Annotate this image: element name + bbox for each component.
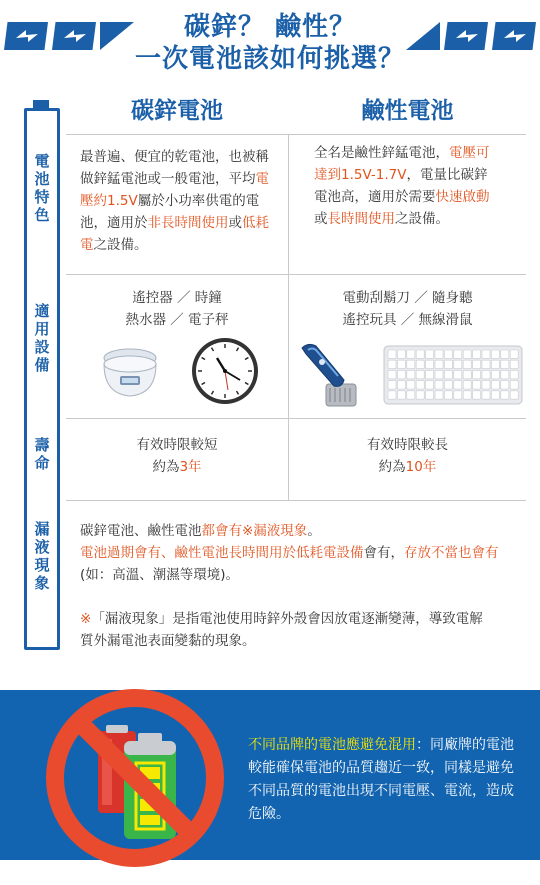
text: 「漏液現象」是指電池使用時鋅外殼會因放電逐漸變薄，導致電解質外漏電池表面變黏的現象。: [80, 611, 483, 649]
keyboard-key: [454, 391, 462, 399]
keyboard-key: [463, 360, 471, 368]
keyboard-key: [463, 391, 471, 399]
keyboard-key: [473, 350, 481, 358]
highlight: 快速啟動: [435, 189, 490, 205]
keyboard-key: [454, 381, 462, 389]
usage-carbon-zinc: [66, 287, 288, 331]
text: 。: [307, 523, 321, 539]
voltage-highlight: 電壓約1.5V: [80, 171, 269, 209]
banner-highlight: 不同品牌的電池應避免混用: [248, 737, 416, 753]
text: 全名是鹼性鋅錳電池，: [314, 145, 449, 161]
divider: [66, 500, 526, 501]
divider: [66, 134, 526, 135]
keyboard-key: [426, 381, 434, 389]
keyboard-key: [491, 360, 499, 368]
usage-alkaline: [289, 287, 526, 331]
divider: [66, 274, 526, 275]
usage-line: 電動刮鬍刀 ／ 隨身聽: [342, 290, 473, 306]
keyboard-key: [463, 370, 471, 378]
keyboard-key: [407, 350, 415, 358]
keyboard-key: [463, 381, 471, 389]
text: ，電量比碳鋅電池高，適用於需要: [314, 167, 488, 205]
keyboard-key: [444, 370, 452, 378]
electric-shaver-image: [298, 340, 374, 410]
keyboard-key: [510, 360, 518, 368]
highlight: 鹼性電池長時間用於低耗電設備: [174, 545, 364, 561]
keyboard-key: [416, 391, 424, 399]
keyboard-key: [388, 381, 396, 389]
usage-line: 熱水器 ／ 電子秤: [125, 312, 229, 328]
keyboard-key: [501, 381, 509, 389]
keyboard-key: [510, 350, 518, 358]
row-label-lifespan: 壽命: [34, 436, 50, 472]
note-mark: ※: [80, 611, 92, 627]
keyboard-key: [416, 370, 424, 378]
keyboard-key: [416, 381, 424, 389]
keyboard-key: [407, 360, 415, 368]
keyboard-key: [388, 391, 396, 399]
keyboard-key: [473, 391, 481, 399]
keyboard-key: [435, 381, 443, 389]
text: 碳鋅電池、鹼性電池: [80, 523, 202, 539]
no-mixing-batteries-icon: [40, 683, 230, 873]
keyboard-key: [482, 350, 490, 358]
keyboard-key: [444, 350, 452, 358]
lifespan-alkaline: [289, 434, 526, 478]
keyboard-key: [501, 350, 509, 358]
voltage-highlight: 電壓可達到1.5V-1.7V: [314, 145, 490, 183]
keyboard-key: [482, 360, 490, 368]
keyboard-key: [416, 350, 424, 358]
keyboard-image: [383, 345, 523, 405]
features-carbon-zinc: [80, 146, 276, 256]
leakage-note: [80, 608, 490, 652]
highlight: 非長時間使用: [147, 215, 229, 231]
lifespan-value-line: [289, 456, 526, 478]
keyboard-key: [426, 370, 434, 378]
keyboard-key: [463, 350, 471, 358]
keyboard-key: [510, 370, 518, 378]
keyboard-key: [407, 391, 415, 399]
row-label-leakage: 漏液現象: [34, 520, 50, 592]
text: 最普遍、便宜的乾電池，也被稱做鋅錳電池或一般電池，平均: [80, 149, 269, 187]
keyboard-key: [444, 360, 452, 368]
keyboard-key: [426, 360, 434, 368]
banner-text: [248, 734, 516, 826]
keyboard-key: [444, 391, 452, 399]
keyboard-key: [426, 350, 434, 358]
keyboard-key: [510, 381, 518, 389]
highlight: 低耗電: [80, 215, 269, 253]
title-line-2: 一次電池該如何挑選？: [134, 44, 405, 74]
title-line-1: 碳鋅？ 鹼性？: [183, 12, 357, 42]
lifespan-value-line: [66, 456, 288, 478]
highlight: 長時間使用: [327, 211, 395, 227]
keyboard-key: [435, 391, 443, 399]
column-header-alkaline: 鹼性電池: [361, 98, 454, 124]
column-header-carbon-zinc: 碳鋅電池: [131, 98, 223, 124]
keyboard-key: [454, 360, 462, 368]
keyboard-key: [435, 370, 443, 378]
keyboard-key: [454, 370, 462, 378]
text: 或: [228, 215, 242, 231]
text: 約為: [378, 459, 406, 475]
keyboard-key: [397, 381, 405, 389]
keyboard-key: [473, 360, 481, 368]
text: 約為: [152, 459, 180, 475]
keyboard-key: [435, 360, 443, 368]
keyboard-key: [397, 391, 405, 399]
lifespan-line: 有效時限較長: [367, 437, 448, 453]
keyboard-key: [444, 381, 452, 389]
lifespan-value: 3年: [179, 459, 202, 475]
keyboard-key: [397, 350, 405, 358]
keyboard-key: [482, 391, 490, 399]
keyboard-key: [388, 360, 396, 368]
text: 會有，: [363, 545, 404, 561]
keyboard-key: [482, 381, 490, 389]
keyboard-key: [473, 381, 481, 389]
row-label-features: 電池特色: [34, 152, 50, 224]
row-label-usage: 適用設備: [34, 302, 50, 374]
wall-clock-image: [190, 336, 260, 406]
keyboard-key: [482, 370, 490, 378]
keyboard-key: [416, 360, 424, 368]
keyboard-key: [473, 370, 481, 378]
text: 或: [314, 211, 328, 227]
keyboard-key: [388, 350, 396, 358]
electronic-scale-image: [98, 342, 162, 400]
keyboard-key: [397, 360, 405, 368]
header: [0, 0, 540, 80]
text: (如：高溫、潮濕等環境)。: [80, 567, 240, 583]
keyboard-key: [388, 370, 396, 378]
lifespan-carbon-zinc: [66, 434, 288, 478]
keyboard-key: [501, 391, 509, 399]
text: 之設備。: [93, 237, 148, 253]
keyboard-key: [426, 391, 434, 399]
lifespan-value: 10年: [405, 459, 437, 475]
highlight: 電池過期會有、: [80, 545, 175, 561]
keyboard-key: [491, 391, 499, 399]
leakage-description: [80, 520, 500, 586]
text: ：同廠牌的電池較能確保電池的品質趨近一致，同樣是避免不同品質的電池出現不同電壓、電流，造成危險。: [248, 737, 514, 822]
keyboard-key: [407, 381, 415, 389]
usage-line: 遙控玩具 ／ 無線滑鼠: [342, 312, 473, 328]
keyboard-key: [491, 381, 499, 389]
usage-line: 遙控器 ／ 時鐘: [132, 290, 222, 306]
highlight: 都會有※漏液現象: [201, 523, 308, 539]
divider: [66, 418, 526, 419]
keyboard-key: [501, 360, 509, 368]
text: 之設備。: [395, 211, 449, 227]
keyboard-key: [491, 350, 499, 358]
highlight: 存放不當也會有: [404, 545, 499, 561]
lifespan-line: 有效時限較短: [136, 437, 218, 453]
keyboard-key: [397, 370, 405, 378]
battery-cap: [33, 100, 49, 108]
keyboard-key: [510, 391, 518, 399]
features-alkaline: [314, 142, 494, 230]
keyboard-key: [435, 350, 443, 358]
keyboard-key: [491, 370, 499, 378]
keyboard-key: [407, 370, 415, 378]
text: 屬於小功率供電的電池，適用於: [80, 193, 260, 231]
keyboard-key: [501, 370, 509, 378]
keyboard-key: [454, 350, 462, 358]
